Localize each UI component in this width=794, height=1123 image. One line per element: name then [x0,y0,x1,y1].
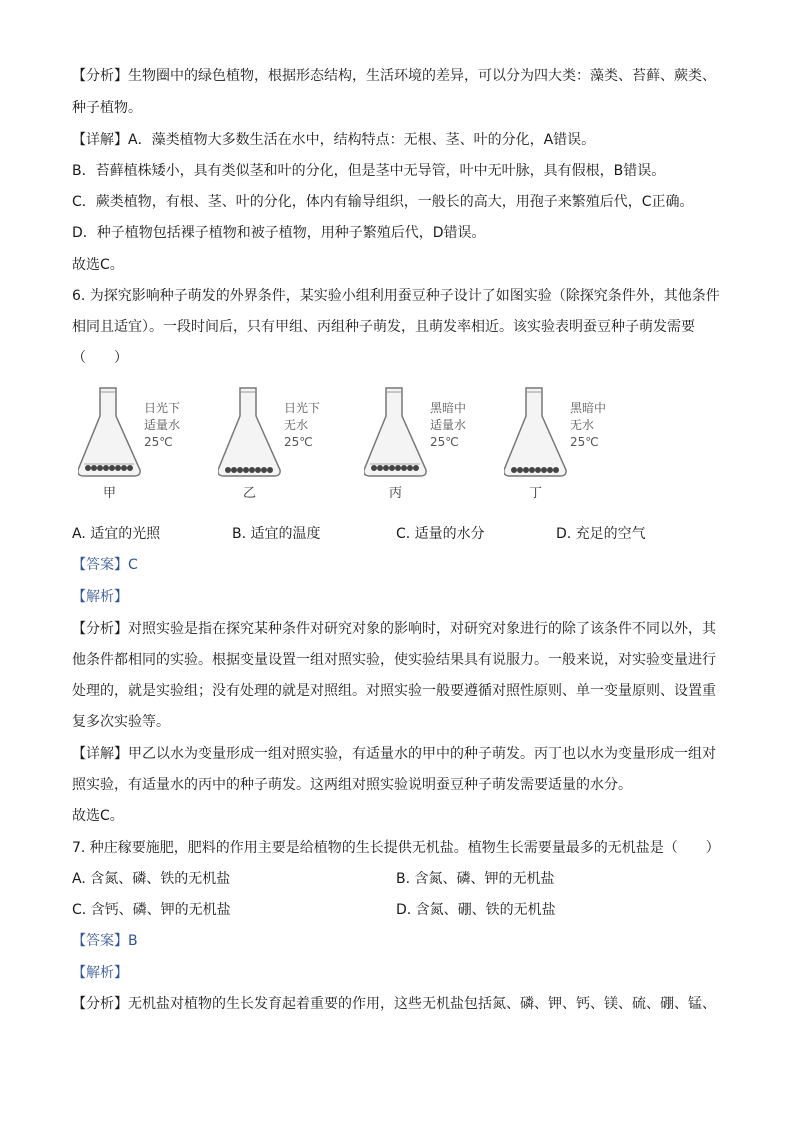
flask-condition-1: 日光下 [284,401,321,415]
flask-icon [504,384,574,484]
flask-bing [364,384,504,504]
flask-condition-1: 日光下 [144,401,181,415]
analysis-6-line-3: 处理的，就是实验组；没有处理的就是对照组。对照实验一般要遵循对照性原则、单一变量原则、设置重 [72,683,716,699]
analysis-7-line-1: 【分析】无机盐对植物的生长发育起着重要的作用，这些无机盐包括氮、磷、钾、钙、镁、硫、硼、锰、 [72,996,716,1012]
q6-option-b: B. 适宜的温度 [232,526,321,542]
flask-condition-2: 适量水 [144,418,181,432]
analysis-line-1: 【分析】生物圈中的绿色植物，根据形态结构，生活环境的差异，可以分为四大类：藻类、苔藓、蕨类、 [72,68,716,84]
answer-7: 【答案】B [72,933,138,949]
q6-option-c: C. 适量的水分 [396,526,485,542]
explain-7-heading: 【解析】 [72,965,128,981]
detail-6-line-1: 【详解】甲乙以水为变量形成一组对照实验，有适量水的甲中的种子萌发。丙丁也以水为变量形成一组对 [72,746,716,762]
flask-condition-3: 25℃ [144,435,173,449]
flask-yi [218,384,358,504]
detail-6-line-2: 照实验，有适量水的丙中的种子萌发。这两组对照实验说明蚕豆种子萌发需要适量的水分。 [72,777,632,793]
flask-condition-3: 25℃ [570,435,599,449]
flask-jia [78,384,218,504]
analysis-6-line-4: 复多次实验等。 [72,714,170,730]
question-7: 7. 种庄稼要施肥，肥料的作用主要是给植物的生长提供无机盐。植物生长需要量最多的无机盐是（ ） [72,840,720,856]
detail-line-a: 【详解】A．藻类植物大多数生活在水中，结构特点：无根、茎、叶的分化，A错误。 [72,132,596,148]
flask-condition-1: 黑暗中 [570,401,607,415]
flask-label: 丙 [389,486,403,501]
flask-condition-1: 黑暗中 [430,401,467,415]
question-6-line-1: 6. 为探究影响种子萌发的外界条件，某实验小组利用蚕豆种子设计了如图实验（除探究条件外，其他条件 [72,288,720,304]
q7-option-d: D. 含氮、硼、铁的无机盐 [396,902,556,918]
flask-condition-3: 25℃ [284,435,313,449]
conclusion-6: 故选C。 [72,808,124,824]
flask-condition-2: 无水 [570,418,595,432]
detail-line-c: C．蕨类植物，有根、茎、叶的分化，体内有输导组织，一般长的高大，用孢子来繁殖后代，C正确。 [72,194,694,210]
answer-6: 【答案】C [72,557,138,573]
flask-condition-2: 无水 [284,418,309,432]
q6-option-a: A. 适宜的光照 [72,526,161,542]
explain-6-heading: 【解析】 [72,589,128,605]
q6-option-d: D. 充足的空气 [556,526,646,542]
question-6-blank: （ ） [72,350,128,366]
flask-icon [364,384,434,484]
detail-line-b: B．苔藓植株矮小，具有类似茎和叶的分化，但是茎中无导管，叶中无叶脉，具有假根，B错误。 [72,163,666,179]
question-6-line-2: 相同且适宜）。一段时间后，只有甲组、丙组种子萌发，且萌发率相近。该实验表明蚕豆种子萌发需要 [72,319,695,335]
conclusion-line: 故选C。 [72,257,124,273]
flask-label: 甲 [103,486,117,501]
flask-ding [504,384,644,504]
detail-line-d: D．种子植物包括裸子植物和被子植物，用种子繁殖后代，D错误。 [72,225,486,241]
flask-icon [78,384,148,484]
flask-condition-3: 25℃ [430,435,459,449]
analysis-6-line-1: 【分析】对照实验是指在探究某种条件对研究对象的影响时，对研究对象进行的除了该条件不同以外，其 [72,621,716,637]
q7-option-c: C. 含钙、磷、钾的无机盐 [72,902,231,918]
q7-option-a: A. 含氮、磷、铁的无机盐 [72,871,231,887]
flask-label: 丁 [529,486,543,501]
flask-label: 乙 [243,486,257,501]
flask-condition-2: 适量水 [430,418,467,432]
analysis-line-2: 种子植物。 [72,100,142,116]
analysis-6-line-2: 他条件都相同的实验。根据变量设置一组对照实验，使实验结果具有说服力。一般来说，对实验变量进行 [72,652,716,668]
flask-icon [218,384,288,484]
q7-option-b: B. 含氮、磷、钾的无机盐 [396,871,555,887]
